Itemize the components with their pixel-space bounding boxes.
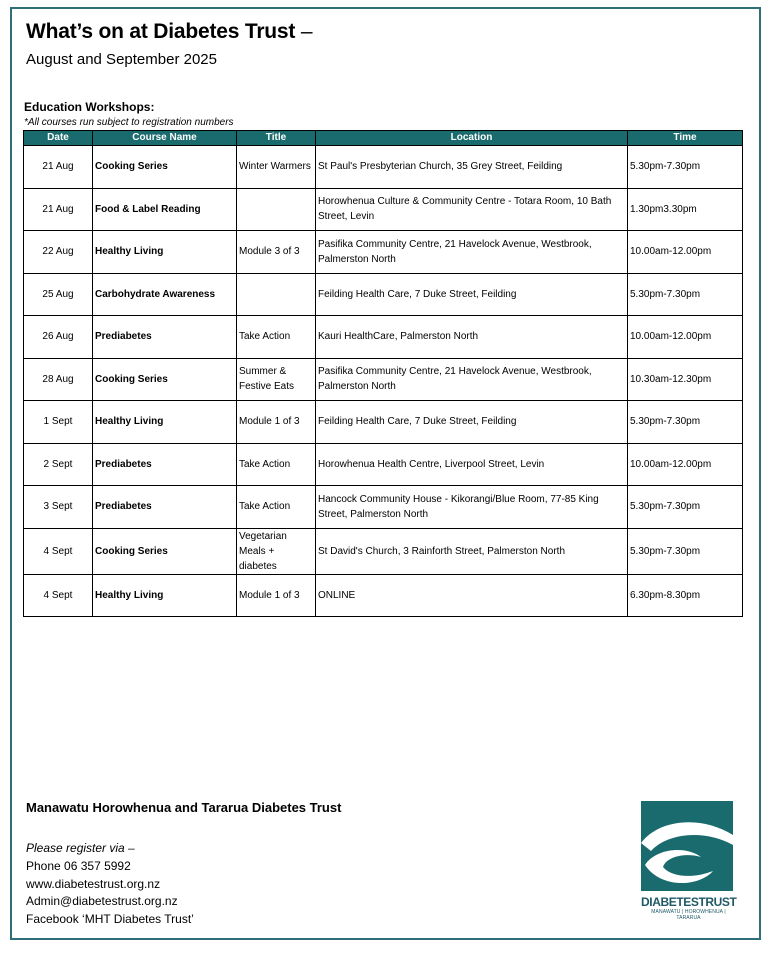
cell-date: 2 Sept (24, 443, 93, 486)
cell-time: 1.30pm3.30pm (628, 188, 743, 231)
email-link[interactable]: Admin@diabetestrust.org.nz (26, 894, 178, 909)
cell-time: 5.30pm-7.30pm (628, 486, 743, 529)
registration-note: *All courses run subject to registration numbers (24, 117, 234, 128)
cell-course: Carbohydrate Awareness (93, 273, 237, 316)
cell-title: Take Action (237, 316, 316, 359)
logo-regions: MANAWATU | HOROWHENUA | TARARUA (651, 909, 726, 921)
cell-course: Cooking Series (93, 528, 237, 574)
cell-title: Take Action (237, 486, 316, 529)
cell-date: 21 Aug (24, 188, 93, 231)
cell-date: 28 Aug (24, 358, 93, 401)
page-title: What’s on at Diabetes Trust – (26, 20, 313, 43)
cell-date: 22 Aug (24, 231, 93, 274)
organisation-name: Manawatu Horowhenua and Tararua Diabetes Trust (26, 800, 342, 815)
cell-course: Prediabetes (93, 316, 237, 359)
cell-location: Pasifika Community Centre, 21 Havelock Avenue, Westbrook, Palmerston North (316, 231, 628, 274)
cell-location: Hancock Community House - Kikorangi/Blue Room, 77-85 King Street, Palmerston North (316, 486, 628, 529)
cell-date: 4 Sept (24, 574, 93, 617)
table-row (24, 358, 743, 401)
cell-location: Feilding Health Care, 7 Duke Street, Feilding (316, 273, 628, 316)
table-row (24, 146, 743, 189)
cell-course: Healthy Living (93, 574, 237, 617)
cell-title: Module 1 of 3 (237, 401, 316, 444)
cell-location: Kauri HealthCare, Palmerston North (316, 316, 628, 359)
cell-course: Healthy Living (93, 231, 237, 274)
cell-course: Prediabetes (93, 486, 237, 529)
website-link[interactable]: www.diabetestrust.org.nz (26, 876, 161, 891)
table-row (24, 316, 743, 359)
cell-title: Module 3 of 3 (237, 231, 316, 274)
cell-time: 10.00am-12.00pm (628, 231, 743, 274)
cell-location: ONLINE (316, 574, 628, 617)
table-row (24, 273, 743, 316)
phone-number: Phone 06 357 5992 (26, 858, 131, 873)
cell-title (237, 188, 316, 231)
column-header-title: Title (237, 131, 316, 146)
cell-title (237, 273, 316, 316)
cell-date: 4 Sept (24, 528, 93, 574)
cell-time: 5.30pm-7.30pm (628, 273, 743, 316)
table-row (24, 574, 743, 617)
cell-time: 10.30am-12.30pm (628, 358, 743, 401)
table-row (24, 188, 743, 231)
cell-time: 6.30pm-8.30pm (628, 574, 743, 617)
logo-wordmark: DIABETESTRUST (641, 895, 737, 909)
table-row (24, 528, 743, 574)
cell-location: Pasifika Community Centre, 21 Havelock Avenue, Westbrook, Palmerston North (316, 358, 628, 401)
cell-course: Food & Label Reading (93, 188, 237, 231)
cell-location: St David's Church, 3 Rainforth Street, Palmerston North (316, 528, 628, 574)
cell-course: Cooking Series (93, 358, 237, 401)
contact-block (26, 840, 194, 929)
cell-date: 25 Aug (24, 273, 93, 316)
table-row (24, 231, 743, 274)
cell-title: Winter Warmers (237, 146, 316, 189)
cell-time: 10.00am-12.00pm (628, 316, 743, 359)
cell-date: 1 Sept (24, 401, 93, 444)
cell-title: Module 1 of 3 (237, 574, 316, 617)
cell-location: Horowhenua Culture & Community Centre - Totara Room, 10 Bath Street, Levin (316, 188, 628, 231)
section-heading: Education Workshops: (24, 100, 155, 114)
column-header-date: Date (24, 131, 93, 146)
cell-time: 5.30pm-7.30pm (628, 528, 743, 574)
column-header-time: Time (628, 131, 743, 146)
workshop-table (23, 130, 743, 617)
cell-course: Cooking Series (93, 146, 237, 189)
cell-time: 5.30pm-7.30pm (628, 146, 743, 189)
cell-title: Summer & Festive Eats (237, 358, 316, 401)
column-header-course: Course Name (93, 131, 237, 146)
cell-date: 21 Aug (24, 146, 93, 189)
cell-location: Horowhenua Health Centre, Liverpool Street, Levin (316, 443, 628, 486)
cell-time: 10.00am-12.00pm (628, 443, 743, 486)
cell-title: Take Action (237, 443, 316, 486)
cell-location: St Paul's Presbyterian Church, 35 Grey Street, Feilding (316, 146, 628, 189)
facebook-link[interactable]: Facebook ‘MHT Diabetes Trust’ (26, 912, 194, 927)
cell-course: Healthy Living (93, 401, 237, 444)
table-header-row (24, 131, 743, 146)
register-label: Please register via – (26, 841, 135, 855)
cell-time: 5.30pm-7.30pm (628, 401, 743, 444)
column-header-location: Location (316, 131, 628, 146)
cell-date: 3 Sept (24, 486, 93, 529)
cell-title: Vegetarian Meals + diabetes (237, 528, 316, 574)
cell-location: Feilding Health Care, 7 Duke Street, Feilding (316, 401, 628, 444)
table-row (24, 443, 743, 486)
page-subtitle: August and September 2025 (26, 51, 217, 68)
table-row (24, 486, 743, 529)
cell-date: 26 Aug (24, 316, 93, 359)
table-row (24, 401, 743, 444)
cell-course: Prediabetes (93, 443, 237, 486)
